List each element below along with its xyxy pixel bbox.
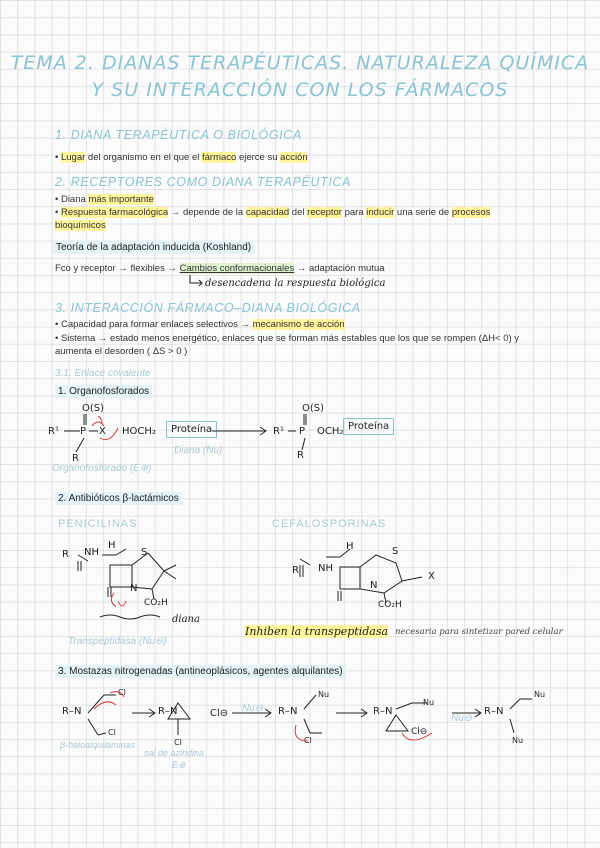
fco-post: → adaptación mutua [294, 263, 385, 274]
s2-b2-hl4: inducir [366, 207, 395, 218]
s3-b1-pre: • Capacidad para formar enlaces selectivos → [55, 319, 253, 330]
s1-b1-mid2: ejerce su [236, 152, 281, 163]
s2-b2-hl5: procesos [451, 207, 491, 218]
pen-r: R [62, 549, 69, 560]
most-e: E⊕ [172, 760, 186, 770]
s3-bullet2: • Sistema → estado menos energético, enlaces que se forman más estables que los que se rompen (ΔH< 0) y [55, 333, 520, 344]
betalactamicos-box: 2. Antibióticos β-lactámicos [55, 492, 182, 505]
cef-s: S [392, 546, 399, 557]
most-rn4: R–N [373, 706, 393, 717]
most-cl1b: Cl [108, 728, 116, 737]
most-bhal: β-haloalquilaminas [60, 740, 136, 750]
s2-b2-hl1: Respuesta farmacológica [60, 207, 169, 218]
most-nu2: Nu⊖ [451, 713, 473, 724]
section2-heading: 2. RECEPTORES COMO DIANA TERAPÉUTICA [55, 175, 351, 189]
penicilinas-label: PENICILINAS [58, 518, 138, 530]
s2-b2-hl3: receptor [307, 207, 342, 218]
s2-b2-mid3: para [341, 207, 367, 218]
s1-b1-pre: • [55, 152, 61, 163]
s2-bullet2 [55, 206, 545, 219]
cef-x: X [428, 571, 435, 582]
s2-b2-line2: bioquímicos [55, 220, 106, 231]
most-rn3: R–N [278, 706, 298, 717]
pen-co2h: CO₂H [144, 598, 168, 608]
mostazas-scheme [60, 685, 560, 760]
most-cl4: Cl⊖ [411, 727, 428, 737]
cefalosporinas-label: CEFALOSPORINAS [272, 518, 387, 530]
org-organofosforado: Organofosforado (E⊕) [52, 463, 152, 474]
s1-b1-hl3: acción [280, 152, 308, 163]
most-nu5a: Nu [534, 690, 546, 699]
inhiben-text: Inhiben la transpeptidasa [245, 625, 389, 638]
s1-b1-hl1: Lugar [60, 152, 86, 163]
pen-transpeptidasa: Transpeptidasa (Nu⊖) [68, 636, 167, 647]
fco-line [55, 262, 385, 275]
cef-co2h: CO₂H [378, 600, 402, 610]
org-x: X [99, 426, 106, 437]
pen-n: N [130, 583, 138, 594]
fco-hl: Cambios conformacionales [179, 263, 295, 274]
s2-bullet2-line2 [55, 219, 106, 232]
koshland-box: Teoría de la adaptación inducida (Koshland) [53, 241, 254, 254]
most-clm: Cl⊖ [210, 708, 229, 719]
s3-b1-hl: mecanismo de acción [252, 319, 345, 330]
s1-b1-mid1: del organismo en el que el [85, 152, 202, 163]
cef-h: H [346, 541, 354, 552]
s2-b1-pre: • Diana [55, 194, 89, 205]
s2-b2-hl2: capacidad [245, 207, 290, 218]
org-proteina2: Proteína [343, 418, 394, 435]
s1-bullet1 [55, 151, 308, 164]
org-hoch2: HOCH₂ [122, 426, 156, 437]
org-p: P [80, 426, 87, 437]
most-nu1: Nu⊖ [242, 703, 264, 714]
pen-h: H [108, 540, 116, 551]
s2-b2-mid2: del [289, 207, 308, 218]
most-cl2: Cl [174, 738, 182, 747]
mostazas-box: 3. Mostazas nitrogenadas (antineoplásicos, agentes alquilantes) [55, 665, 346, 678]
most-rn5: R–N [484, 706, 504, 717]
org-os1: O(S) [82, 403, 105, 414]
s2-b1-hl: más importante [88, 194, 154, 205]
section3-heading: 3. INTERACCIÓN FÁRMACO–DIANA BIOLÓGICA [55, 301, 361, 315]
org-r1b: R¹ [273, 426, 284, 437]
inhiben-note: necesaria para sintetizar pared celular [395, 627, 563, 637]
desencadena-text: desencadena la respuesta biológica [205, 278, 386, 289]
cef-n: N [370, 580, 378, 591]
s1-b1-hl2: fármaco [202, 152, 237, 163]
org-r1: R¹ [48, 426, 59, 437]
s2-b2-mid1: → depende de la [168, 207, 246, 218]
org-r: R [72, 453, 79, 464]
s2-b2-mid4: una serie de [394, 207, 452, 218]
organofosforados-box: 1. Organofosforados [55, 385, 152, 398]
s3-bullet1 [55, 318, 345, 331]
org-pb: P [299, 426, 306, 437]
pen-s: S [141, 547, 148, 558]
most-nu5b: Nu [512, 736, 524, 745]
org-och2: OCH₂ [317, 426, 344, 437]
most-cl1: Cl [118, 688, 126, 697]
page-title-line2: Y SU INTERACCIÓN CON LOS FÁRMACOS [91, 79, 509, 101]
s3-bullet2-line2: aumenta el desorden ( ΔS > 0 ) [55, 346, 188, 357]
most-nu3: Nu [318, 690, 330, 699]
s2-b2-pre: • [55, 207, 61, 218]
section1-heading: 1. DIANA TERAPÉUTICA O BIOLÓGICA [55, 128, 302, 142]
cef-nh: NH [318, 563, 333, 574]
s2-bullet1 [55, 193, 154, 206]
pen-diana: diana [172, 614, 200, 625]
most-rn2: R–N [158, 706, 178, 717]
org-os2: O(S) [302, 403, 325, 414]
most-rn1: R–N [62, 706, 82, 717]
cef-r: R [292, 565, 299, 576]
most-sal: sal de aziridina [144, 748, 205, 758]
pen-nh: NH [84, 547, 99, 558]
org-proteina: Proteína [166, 421, 217, 438]
enlace-covalente-heading: 3.1. Enlace covalente [55, 368, 151, 379]
most-nu4a: Nu [423, 698, 435, 707]
organofosforado-scheme [40, 400, 400, 470]
page-title: TEMA 2. DIANAS TERAPÉUTICAS. NATURALEZA QUÍMICA [10, 52, 590, 74]
org-rb: R [297, 450, 304, 461]
org-diana: Diana (Nu) [174, 445, 223, 456]
fco-pre: Fco y receptor → flexibles → [55, 263, 180, 274]
most-cl3: Cl [304, 736, 312, 745]
